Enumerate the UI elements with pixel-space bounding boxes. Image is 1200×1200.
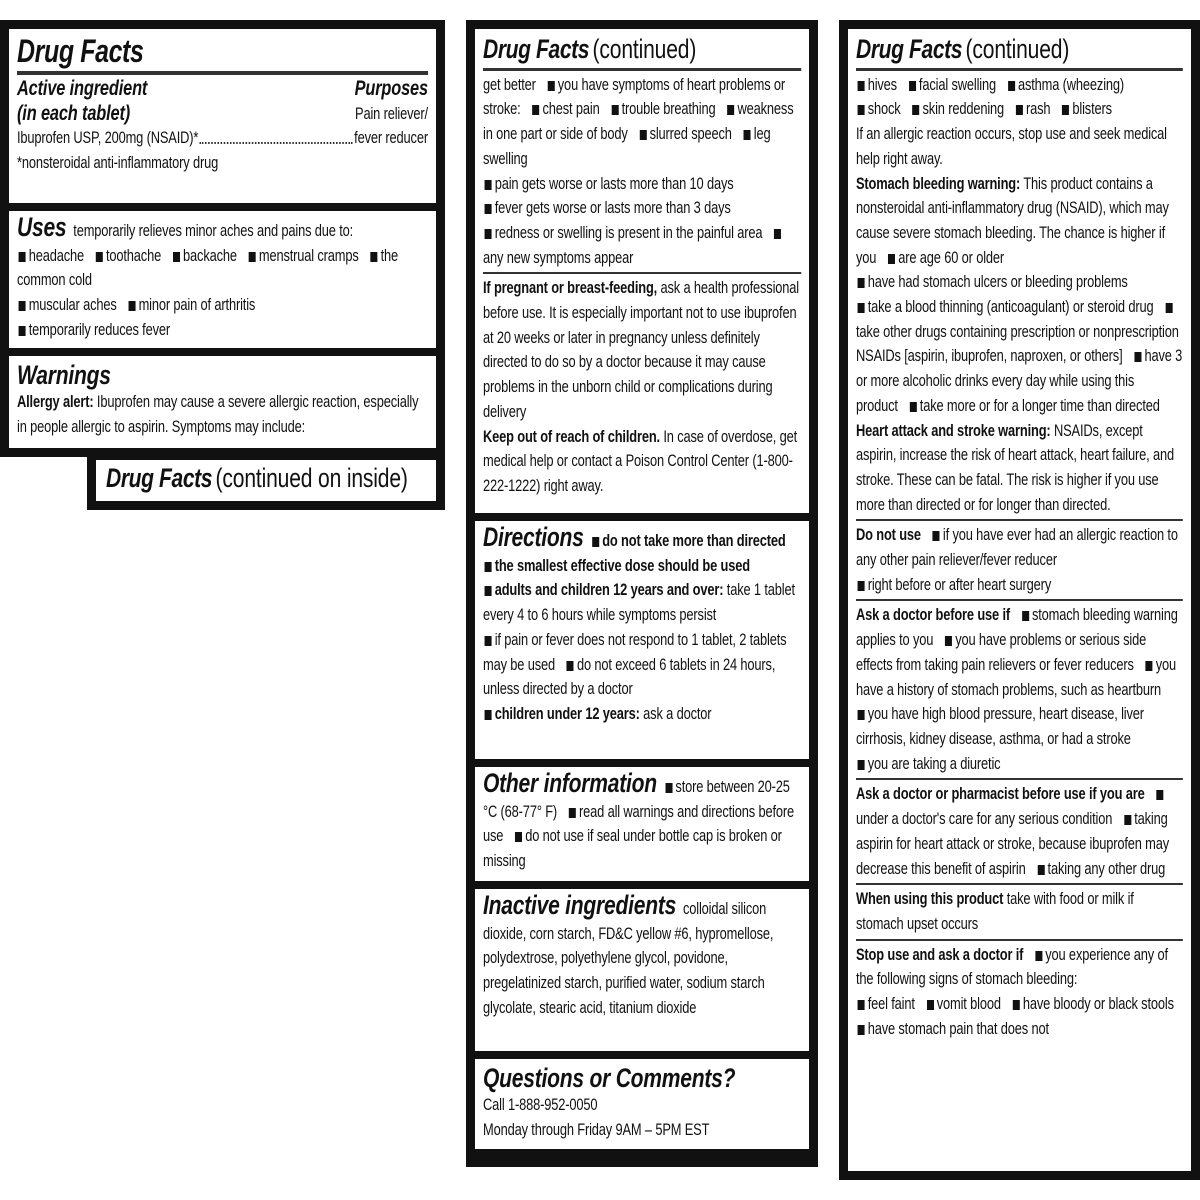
- bullet-icon: [933, 531, 940, 541]
- bullet-icon: [858, 81, 865, 91]
- bullet-icon: [569, 808, 576, 818]
- bullet-icon: [485, 636, 492, 646]
- divider: [856, 68, 1183, 71]
- uses-section: [9, 211, 436, 348]
- warnings-heading: Warnings: [17, 360, 111, 390]
- continued-tab-suffix: (continued on inside): [215, 463, 408, 493]
- ask-doctor-label: Ask a doctor before use if: [856, 606, 1011, 625]
- symptom-item: hives: [867, 75, 897, 94]
- bullet-icon: [1134, 352, 1141, 362]
- bullet-icon: [485, 180, 492, 190]
- bullet-icon: [96, 252, 103, 262]
- warning-item: redness or swelling is present in the painful area: [494, 223, 763, 242]
- when-using-text: take with food or milk if stomach upset occurs: [856, 890, 1134, 933]
- bullet-icon: [485, 229, 492, 239]
- symptom-item: shock: [867, 100, 901, 119]
- ask-pharmacist-item: taking aspirin for heart attack or stroke, because ibuprofen may decrease this benefit of aspirin: [856, 810, 1170, 878]
- allergic-reaction-text: If an allergic reaction occurs, stop use and seek medical help right away.: [856, 125, 1167, 168]
- pregnant-text: ask a health professional before use. It is especially important not to use ibuprofen at 20 weeks or later in pregnancy unless definitely directed to do so by a doctor because it may cause problems in the unborn child or complications during delivery: [483, 279, 799, 421]
- continued-tab-title: Drug Facts: [106, 463, 213, 493]
- bullet-icon: [19, 301, 26, 311]
- direction-text: ask a doctor: [643, 704, 712, 723]
- drug-facts-title: Drug Facts: [17, 33, 144, 69]
- ask-pharmacist-item: under a doctor's care for any serious condition: [856, 810, 1113, 829]
- bullet-icon: [665, 783, 672, 793]
- bullet-icon: [532, 105, 539, 115]
- divider: [483, 68, 801, 71]
- direction-item: do not take more than directed: [602, 532, 786, 550]
- allergy-alert-label: Allergy alert:: [17, 393, 94, 411]
- bullet-icon: [858, 1025, 865, 1035]
- bullet-icon: [1013, 1000, 1020, 1010]
- ask-doctor-item: stomach bleeding warning applies to you: [856, 606, 1178, 650]
- stomach-warning-label: Stomach bleeding warning:: [856, 174, 1021, 193]
- bullet-icon: [1156, 790, 1163, 800]
- ask-doctor-item: you have problems or serious side effects from taking pain relievers or fever reducers: [856, 631, 1147, 674]
- active-ingredient-section: [9, 29, 436, 203]
- symptom-item: asthma (wheezing): [1017, 75, 1125, 94]
- stop-use-item: feel faint: [867, 995, 915, 1014]
- direction-label: adults and children 12 years and over:: [494, 581, 724, 600]
- divider: [856, 778, 1183, 780]
- dot-leader: [200, 142, 353, 144]
- bullet-icon: [858, 710, 865, 720]
- warnings-section: [9, 356, 436, 448]
- other-information-section: [475, 767, 809, 881]
- direction-label: children under 12 years:: [494, 704, 640, 723]
- allergy-alert-text: Ibuprofen may cause a severe allergic reaction, especially in people allergic to aspirin. Symptoms may include:: [17, 393, 419, 436]
- use-item: minor pain of arthritis: [138, 296, 256, 315]
- stop-use-item: vomit blood: [936, 995, 1001, 1014]
- use-item: menstrual cramps: [258, 246, 359, 265]
- drug-facts-panel-front: [0, 20, 445, 457]
- ask-pharmacist-item: taking any other drug: [1047, 859, 1166, 878]
- symptom-item: facial swelling: [918, 75, 996, 94]
- warning-item: weakness in one part or side of body: [483, 100, 794, 144]
- warning-item: any new symptoms appear: [483, 248, 634, 267]
- bullet-icon: [927, 1000, 934, 1010]
- bullet-icon: [19, 326, 26, 336]
- bullet-icon: [485, 710, 492, 720]
- bullet-icon: [858, 278, 865, 288]
- warning-item: fever gets worse or lasts more than 3 days: [494, 199, 731, 218]
- bullet-icon: [19, 252, 26, 262]
- ask-doctor-item: you have a history of stomach problems, such as heartburn: [856, 655, 1177, 699]
- other-info-item: do not use if seal under bottle cap is broken or missing: [483, 827, 782, 871]
- stop-use-intro: you experience any of the following signs of stomach bleeding:: [856, 945, 1168, 989]
- inactive-text: colloidal silicon dioxide, corn starch, FD&C yellow #6, hypromellose, polydextrose, polyethylene glycol, povidone, pregelatinized starch, purified water, sodium starch glycolate, stearic acid, titanium dioxide: [483, 900, 774, 1017]
- bullet-icon: [515, 832, 522, 842]
- bullet-icon: [744, 130, 751, 140]
- divider: [856, 599, 1183, 601]
- bullet-icon: [774, 229, 781, 239]
- questions-section: [475, 1059, 809, 1149]
- bullet-icon: [370, 252, 377, 262]
- stomach-item: have had stomach ulcers or bleeding problems: [867, 273, 1128, 292]
- drug-facts-panel-right: [839, 20, 1200, 1180]
- stomach-item: are age 60 or older: [898, 248, 1005, 267]
- bullet-icon: [909, 81, 916, 91]
- ingredient-footnote: *nonsteroidal anti-inflammatory drug: [17, 154, 219, 173]
- direction-item: the smallest effective dose should be used: [494, 556, 750, 575]
- divider: [17, 71, 428, 75]
- continued-label: (continued): [592, 34, 697, 64]
- questions-hours: Monday through Friday 9AM – 5PM EST: [483, 1120, 710, 1139]
- use-item: temporarily reduces fever: [28, 320, 171, 339]
- drug-facts-title: Drug Facts: [483, 34, 590, 64]
- divider: [483, 272, 801, 274]
- bullet-icon: [1124, 815, 1131, 825]
- other-info-heading: Other information: [483, 768, 657, 798]
- warning-item: trouble breathing: [621, 100, 716, 119]
- uses-intro: temporarily relieves minor aches and pains due to:: [73, 222, 354, 240]
- use-item: toothache: [105, 246, 162, 265]
- ask-doctor-item: you are taking a diuretic: [867, 754, 1001, 773]
- bullet-icon: [1016, 105, 1023, 115]
- purpose-line-1: Pain reliever/: [355, 104, 428, 123]
- direction-item: if pain or fever does not respond to 1 tablet, 2 tablets may be used: [483, 630, 787, 674]
- bullet-icon: [567, 661, 574, 671]
- stomach-item: take other drugs containing prescription or nonprescription NSAIDs [aspirin, ibuprofen, naproxen, or others]: [856, 322, 1179, 366]
- questions-phone: Call 1-888-952-0050: [483, 1096, 598, 1114]
- use-item: the common cold: [17, 246, 399, 290]
- direction-text: take 1 tablet every 4 to 6 hours while symptoms persist: [483, 581, 795, 625]
- bullet-icon: [485, 204, 492, 214]
- divider: [856, 883, 1183, 885]
- stomach-item: have 3 or more alcoholic drinks every day while using this product: [856, 347, 1183, 415]
- use-item: muscular aches: [28, 296, 117, 315]
- bullet-icon: [910, 402, 917, 412]
- heart-warning-label: Heart attack and stroke warning:: [856, 421, 1051, 440]
- purpose-line-2: fever reducer: [354, 129, 428, 148]
- uses-heading: Uses: [17, 212, 67, 242]
- bullet-icon: [858, 105, 865, 115]
- bullet-icon: [548, 81, 555, 91]
- bullet-icon: [1035, 951, 1042, 961]
- inactive-ingredients-section: [475, 889, 809, 1051]
- active-ingredient-subheading: (in each tablet): [17, 101, 131, 125]
- direction-item: do not exceed 6 tablets in 24 hours, unless directed by a doctor: [483, 655, 776, 699]
- other-info-item: read all warnings and directions before use: [483, 802, 795, 846]
- bullet-icon: [1062, 105, 1069, 115]
- divider: [856, 519, 1183, 521]
- stop-use-continued: get better: [483, 75, 536, 94]
- stop-use-label: Stop use and ask a doctor if: [856, 945, 1024, 964]
- drug-facts-panel-middle: [466, 20, 818, 1167]
- stop-use-item: have bloody or black stools: [1022, 995, 1174, 1014]
- warning-item: you have symptoms of heart problems or stroke:: [483, 75, 786, 119]
- bullet-icon: [858, 581, 865, 591]
- bullet-icon: [1008, 81, 1015, 91]
- bullet-icon: [1022, 611, 1029, 621]
- keep-out-label: Keep out of reach of children.: [483, 427, 660, 446]
- continued-label: (continued): [965, 34, 1070, 64]
- ask-pharmacist-label: Ask a doctor or pharmacist before use if you are: [856, 785, 1145, 804]
- use-item: backache: [183, 246, 237, 265]
- warning-item: leg swelling: [483, 125, 771, 168]
- bullet-icon: [1146, 661, 1153, 671]
- directions-section: [475, 521, 809, 759]
- inactive-heading: Inactive ingredients: [483, 890, 677, 920]
- heart-warning-text: NSAIDs, except aspirin, increase the risk of heart attack, heart failure, and stroke. These can be fatal. The risk is higher if you use more than directed or for longer than directed.: [856, 421, 1174, 514]
- use-item: headache: [28, 246, 84, 265]
- do-not-use-item: if you have ever had an allergic reaction to any other pain reliever/fever reducer: [856, 526, 1178, 570]
- other-info-item: store between 20-25 °C (68-77° F): [483, 778, 790, 821]
- ingredient-name: Ibuprofen USP, 200mg (NSAID)*: [17, 129, 199, 148]
- symptom-item: skin reddening: [922, 100, 1005, 119]
- when-using-label: When using this product: [856, 890, 1004, 909]
- bullet-icon: [858, 303, 865, 313]
- bullet-icon: [249, 252, 256, 262]
- stomach-item: take a blood thinning (anticoagulant) or steroid drug: [867, 298, 1154, 317]
- bullet-icon: [173, 252, 180, 262]
- directions-heading: Directions: [483, 522, 584, 552]
- symptom-item: rash: [1026, 100, 1051, 119]
- active-ingredient-heading: Active ingredient: [17, 77, 148, 100]
- continued-on-inside-tab: [87, 453, 445, 510]
- keep-out-text: In case of overdose, get medical help or contact a Poison Control Center (1-800-222-1222) right away.: [483, 427, 798, 495]
- bullet-icon: [945, 636, 952, 646]
- do-not-use-label: Do not use: [856, 526, 921, 545]
- purposes-heading: Purposes: [354, 77, 428, 100]
- bullet-icon: [128, 301, 135, 311]
- stomach-item: take more or for a longer time than directed: [919, 396, 1160, 415]
- bullet-icon: [912, 105, 919, 115]
- bullet-icon: [727, 105, 734, 115]
- stop-use-item: have stomach pain that does not: [867, 1019, 1049, 1038]
- bullet-icon: [611, 105, 618, 115]
- drug-facts-title: Drug Facts: [856, 34, 963, 64]
- warning-item: chest pain: [542, 100, 600, 119]
- bullet-icon: [1165, 303, 1172, 313]
- divider: [856, 939, 1183, 941]
- bullet-icon: [888, 254, 895, 264]
- warnings-continued-section-2: [848, 29, 1191, 1171]
- symptom-item: blisters: [1072, 100, 1112, 119]
- bullet-icon: [1037, 865, 1044, 875]
- do-not-use-item: right before or after heart surgery: [867, 575, 1052, 594]
- bullet-icon: [858, 760, 865, 770]
- pregnant-label: If pregnant or breast-feeding,: [483, 279, 658, 298]
- questions-heading: Questions or Comments?: [483, 1063, 736, 1093]
- ask-doctor-item: you have high blood pressure, heart disease, liver cirrhosis, kidney disease, asthma, or had a stroke: [856, 705, 1144, 748]
- bullet-icon: [858, 1000, 865, 1010]
- warnings-continued-section: [475, 29, 809, 513]
- bullet-icon: [485, 586, 492, 596]
- bullet-icon: [485, 562, 492, 572]
- bullet-icon: [592, 537, 599, 547]
- stomach-warning-text: This product contains a nonsteroidal anti-inflammatory drug (NSAID), which may cause severe stomach bleeding. The chance is higher if you: [856, 174, 1169, 267]
- bullet-icon: [639, 130, 646, 140]
- warning-item: slurred speech: [649, 125, 732, 144]
- warning-item: pain gets worse or lasts more than 10 days: [494, 174, 734, 193]
